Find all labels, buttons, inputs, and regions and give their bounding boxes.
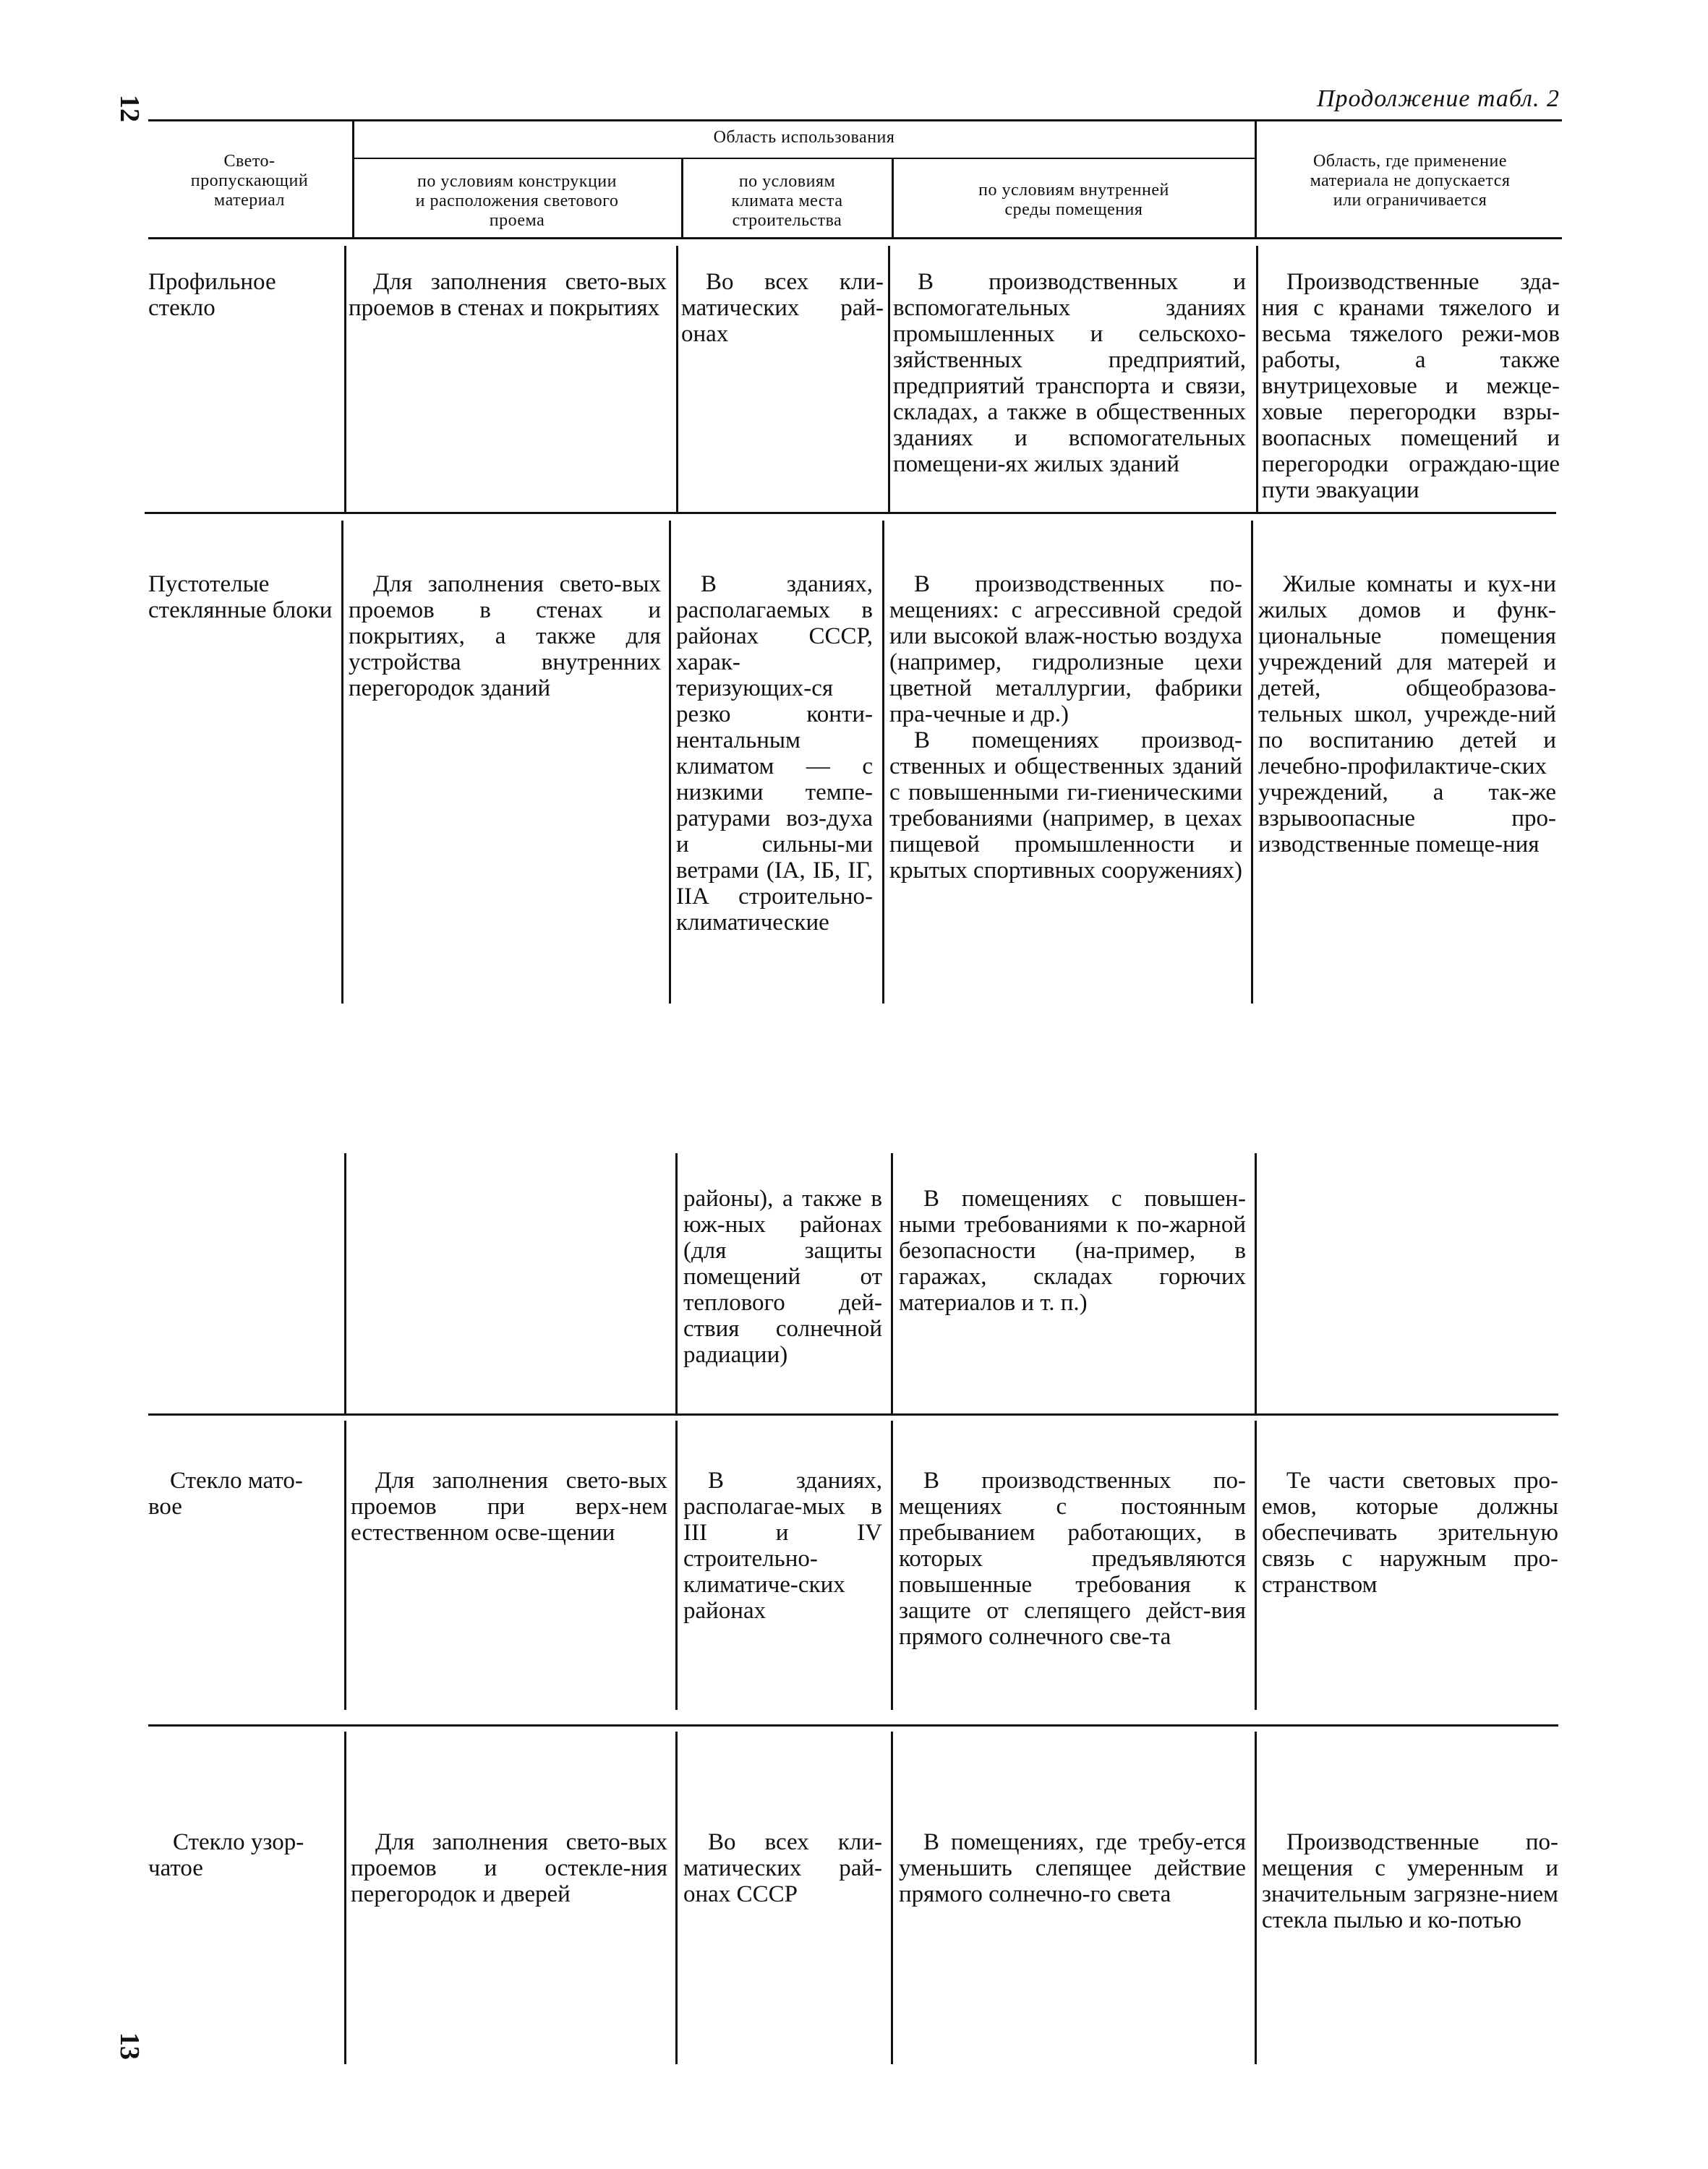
header-environment: по условиям внутренней среды помещения: [978, 181, 1169, 219]
continuation-title: Продолжение табл. 2: [1316, 85, 1560, 112]
row5-sep-4: [1255, 1732, 1257, 2064]
row4-sep-1: [344, 1421, 346, 1710]
row2-sep-2: [669, 521, 671, 1004]
row2-sep-4: [1251, 521, 1253, 1004]
row2-material: Пустотелые стеклянные блоки: [148, 571, 333, 623]
row2-environment-p1: В производственных по-мещениях: с агрессивной средой или высокой влаж-ностью воздуха (например, гидролизные цехи цветной металлургии, фабрики пра-чечные и др.): [889, 571, 1242, 727]
row1-sep-2: [676, 246, 678, 513]
row3-sep-2: [675, 1153, 678, 1413]
header-climate: по условиям климата места строительства: [731, 172, 843, 230]
header-sep-1: [352, 119, 354, 239]
row5-material: Стекло узор-чатое: [148, 1829, 304, 1881]
row4-climate: В зданиях, располагае-мых в III и IV строительно-климатиче-ских районах: [683, 1468, 882, 1624]
row5-climate: Во всех кли-матических рай-онах СССР: [683, 1829, 882, 1907]
header-restricted: Область, где применение материала не допускается или ограничивается: [1310, 152, 1511, 210]
header-sep-2: [681, 158, 683, 239]
row3-sep-1: [344, 1153, 346, 1413]
row4-sep-3: [891, 1421, 893, 1710]
row1-sep-4: [1256, 246, 1258, 513]
row1-sep-3: [888, 246, 890, 513]
row2-sep-1: [341, 521, 343, 1004]
header-bottom-rule: [148, 237, 1562, 239]
row4-sep-2: [675, 1421, 678, 1710]
row1-construction: Для заполнения свето-вых проемов в стенах и покрытиях: [349, 269, 667, 321]
row5-environment: В помещениях, где требу-ется уменьшить слепящее действие прямого солнечно-го света: [899, 1829, 1246, 1907]
row4-material: Стекло мато-вое: [148, 1468, 303, 1520]
row4-construction: Для заполнения свето-вых проемов при верх-нем естественном осве-щении: [351, 1468, 667, 1546]
header-construction: по условиям конструкции и расположения светового проема: [415, 172, 619, 230]
row3-climate: районы), а также в юж-ных районах (для защиты помещений от теплового дей-ствия солнечной радиации): [683, 1186, 882, 1368]
page-number-top: 12: [114, 95, 145, 122]
row3-sep-4: [1255, 1153, 1257, 1413]
header-sep-3: [892, 158, 894, 239]
row1-restricted: Производственные зда-ния с кранами тяжелого и весьма тяжелого режи-мов работы, а также внутрицеховые и межце-ховые перегородки взры-воопасных помещений и перегородки ограждаю-щие пути эвакуации: [1262, 269, 1560, 503]
area-of-use-rule: [352, 158, 1255, 159]
row2-sep-3: [882, 521, 884, 1004]
row4-restricted: Те части световых про-емов, которые должны обеспечивать зрительную связь с наружным про-странством: [1262, 1468, 1558, 1598]
row1-environment: В производственных и вспомогательных зданиях промышленных и сельскохо-зяйственных предприятий, предприятий транспорта и связи, складах, а также в общественных зданиях и вспомогательных помещени-ях жилых зданий: [893, 269, 1246, 477]
row2-restricted: Жилые комнаты и кух-ни жилых домов и функ-циональные помещения учреждений для матерей и детей, общеобразова-тельных школ, учрежде-ний по воспитанию детей и лечебно-профилактиче-ских учреждений, а так-же взрывоопасные про-изводственные помеще-ния: [1258, 571, 1556, 857]
row2-environment-p2: В помещениях производ-ственных и общественных зданий с повышенными ги-гиеническими требованиями (например, в цехах пищевой промышленности и крытых спортивных сооружениях): [889, 727, 1242, 884]
row1-material: Профильное стекло: [148, 269, 276, 321]
row5-sep-2: [675, 1732, 678, 2064]
row4-bottom-rule: [148, 1724, 1558, 1727]
header-sep-4: [1255, 119, 1257, 239]
row3-sep-3: [891, 1153, 893, 1413]
row5-sep-3: [891, 1732, 893, 2064]
row4-environment: В производственных по-мещениях с постоянным пребыванием работающих, в которых предъявляются повышенные требования к защите от слепящего дейст-вия прямого солнечного све-та: [899, 1468, 1246, 1650]
header-top-rule: [148, 119, 1562, 121]
row5-construction: Для заполнения свето-вых проемов и остекле-ния перегородок и дверей: [351, 1829, 667, 1907]
row4-sep-4: [1255, 1421, 1257, 1710]
row2-environment: [889, 571, 1242, 884]
page-number-bottom: 13: [114, 2032, 145, 2060]
header-area-of-use: Область использования: [713, 128, 895, 147]
row5-sep-1: [344, 1732, 346, 2064]
row5-restricted: Производственные по-мещения с умеренным и значительным загрязне-нием стекла пылью и ко-потью: [1262, 1829, 1558, 1933]
row3-bottom-rule: [148, 1413, 1558, 1416]
row1-climate: Во всех кли-матических рай-онах: [681, 269, 884, 347]
row2-construction: Для заполнения свето-вых проемов в стенах и покрытиях, а также для устройства внутренних перегородок зданий: [349, 571, 661, 701]
row3-environment: В помещениях с повышен-ными требованиями к по-жарной безопасности (на-пример, в гаражах, складах горючих материалов и т. п.): [899, 1186, 1246, 1316]
row1-bottom-rule: [145, 512, 1556, 514]
row2-climate: В зданиях, располагаемых в районах СССР, харак-теризующих-ся резко конти-нентальным климатом — с низкими темпе-ратурами воз-духа и сильны-ми ветрами (IA, IБ, IГ, IIA строительно-климатические: [676, 571, 873, 936]
row1-sep-1: [344, 246, 346, 513]
header-material: Свето- пропускающий материал: [190, 152, 309, 210]
